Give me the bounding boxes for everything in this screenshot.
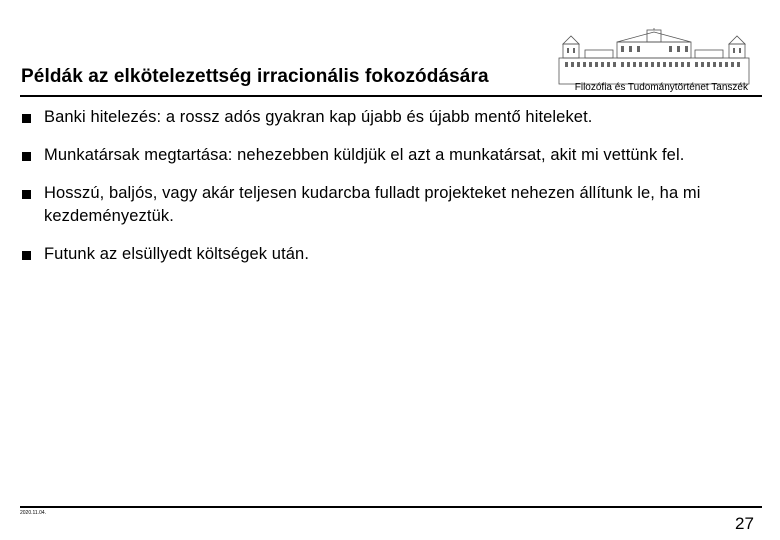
- bullet-item-projects: [20, 182, 760, 228]
- bullet-list: [20, 106, 760, 281]
- square-bullet-icon: [22, 152, 31, 161]
- university-building-icon: [555, 28, 753, 88]
- bullet-text: Hosszú, baljós, vagy akár teljesen kudarcba fulladt projekteket nehezen állítunk le, ha mi kezdeményeztük.: [44, 184, 701, 225]
- bullet-text: Futunk az elsüllyedt költségek után.: [44, 245, 309, 263]
- bullet-text: Munkatársak megtartása: nehezebben küldjük el azt a munkatársat, akit mi vettünk fel.: [44, 146, 685, 164]
- title-divider: [20, 95, 762, 97]
- square-bullet-icon: [22, 190, 31, 199]
- bullet-text: Banki hitelezés: a rossz adós gyakran kap újabb és újabb mentő hiteleket.: [44, 108, 593, 126]
- slide-title: Példák az elkötelezettség irracionális fokozódására: [21, 66, 489, 87]
- page-number: 27: [735, 514, 754, 533]
- square-bullet-icon: [22, 114, 31, 123]
- square-bullet-icon: [22, 251, 31, 260]
- department-subtitle: Filozófia és Tudománytörténet Tanszék: [574, 82, 748, 93]
- bullet-item-sunk-costs: [20, 243, 760, 266]
- footer-divider: [20, 506, 762, 508]
- bullet-item-banking: [20, 106, 760, 129]
- bullet-item-employees: [20, 144, 760, 167]
- footer-date: 2020.11.04.: [20, 510, 47, 516]
